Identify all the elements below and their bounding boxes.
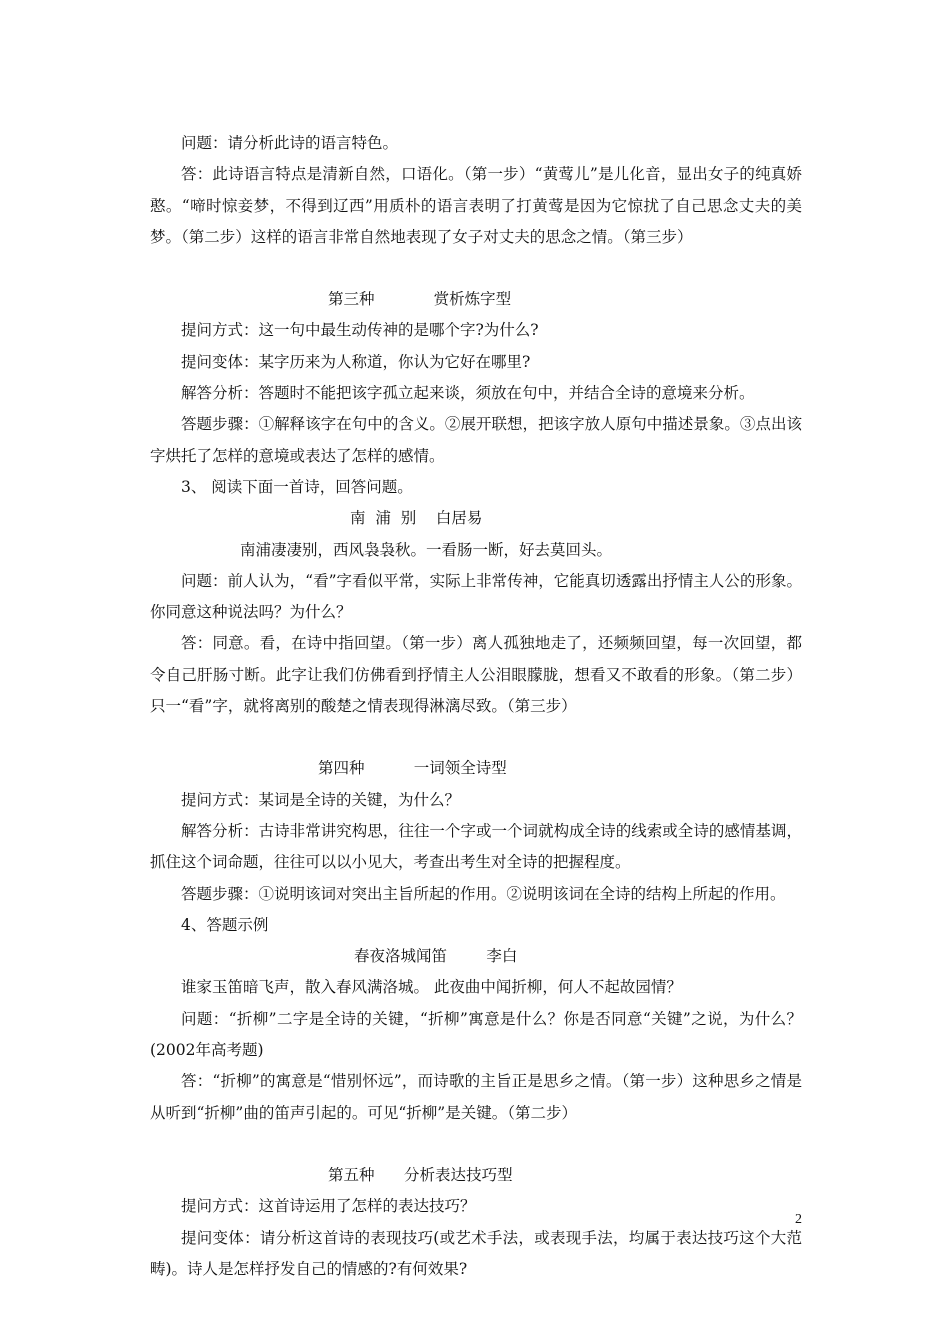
answer-steps: 答题步骤：①解释该字在句中的含义。②展开联想，把该字放人原句中描述景象。③点出该字烘托了怎样的意境或表达了怎样的感情。 bbox=[150, 415, 802, 465]
answer-text: 答：同意。看，在诗中指回望。（第一步）离人孤独地走了，还频频回望，每一次回望，都令自己肝肠寸断。此字让我们仿佛看到抒情主人公泪眼朦胧，想看又不敢看的形象。（第二步）只一“看”字，就将离别的酸楚之情表现得淋漓尽致。（第三步） bbox=[150, 634, 802, 716]
answer-steps: 答题步骤：①说明该词对突出主旨所起的作用。②说明该词在全诗的结构上所起的作用。 bbox=[181, 884, 786, 903]
question-variant: 提问变体：请分析这首诗的表现技巧(或艺术手法，或表现手法，均属于表达技巧这个大范畴)。诗人是怎样抒发自己的情感的?有何效果? bbox=[150, 1228, 802, 1278]
answer-text: 答：此诗语言特点是清新自然，口语化。（第一步）“黄莺儿”是儿化音，显出女子的纯真娇憨。“啼时惊妾梦，不得到辽西”用质朴的语言表明了打黄莺是因为它惊扰了自己思念丈夫的美梦。（第二步）这样的语言非常自然地表现了女子对丈夫的思念之情。（第三步） bbox=[150, 165, 802, 246]
section-heading-4: 第四种 一词领全诗型 bbox=[318, 759, 507, 778]
poem-text: 谁家玉笛暗飞声，散入春风满洛城。 此夜曲中闻折柳，何人不起故园情？ bbox=[181, 978, 682, 997]
answer-text: 答：“折柳”的寓意是“惜别怀远”，而诗歌的主旨正是思乡之情。（第一步）这种思乡之情是从听到“折柳”曲的笛声引起的。可见“折柳”是关键。（第二步） bbox=[150, 1072, 802, 1122]
question-form: 提问方式：某词是全诗的关键，为什么？ bbox=[181, 790, 461, 809]
poem-text: 南浦凄凄别，西风袅袅秋。一看肠一断，好去莫回头。 bbox=[240, 540, 613, 559]
page-content bbox=[150, 128, 802, 1285]
exercise-instruction: 3、 阅读下面一首诗，回答问题。 bbox=[181, 477, 413, 496]
section-heading-5: 第五种 分析表达技巧型 bbox=[328, 1165, 513, 1184]
answer-analysis: 解答分析：答题时不能把该字孤立起来谈，须放在句中，并结合全诗的意境来分析。 bbox=[181, 384, 755, 403]
question-form: 提问方式：这首诗运用了怎样的表达技巧？ bbox=[181, 1197, 476, 1216]
poem-title: 春夜洛城闻笛 李白 bbox=[354, 947, 518, 966]
spacer bbox=[150, 1129, 802, 1160]
page-number: 2 bbox=[795, 1212, 802, 1227]
question-text: 问题：请分析此诗的语言特色。 bbox=[181, 134, 399, 152]
question-text: 问题：“折柳”二字是全诗的关键，“折柳”寓意是什么？你是否同意“关键”之说，为什么？(2002年高考题) bbox=[150, 1009, 802, 1060]
question-form: 提问方式：这一句中最生动传神的是哪个字?为什么? bbox=[181, 321, 539, 340]
spacer bbox=[150, 253, 802, 284]
example-label: 4、答题示例 bbox=[181, 915, 269, 934]
poem-title: 南 浦 别 白居易 bbox=[350, 509, 483, 528]
answer-analysis: 解答分析：古诗非常讲究构思，往往一个字或一个词就构成全诗的线索或全诗的感情基调，抓住这个词命题，往往可以以小见大，考查出考生对全诗的把握程度。 bbox=[150, 821, 802, 872]
section-heading-3: 第三种 赏析炼字型 bbox=[328, 290, 512, 309]
question-variant: 提问变体：某字历来为人称道，你认为它好在哪里? bbox=[181, 352, 531, 371]
spacer bbox=[150, 722, 802, 753]
question-text: 问题：前人认为，“看”字看似平常，实际上非常传神，它能真切透露出抒情主人公的形象。你同意这种说法吗？为什么？ bbox=[150, 571, 802, 622]
